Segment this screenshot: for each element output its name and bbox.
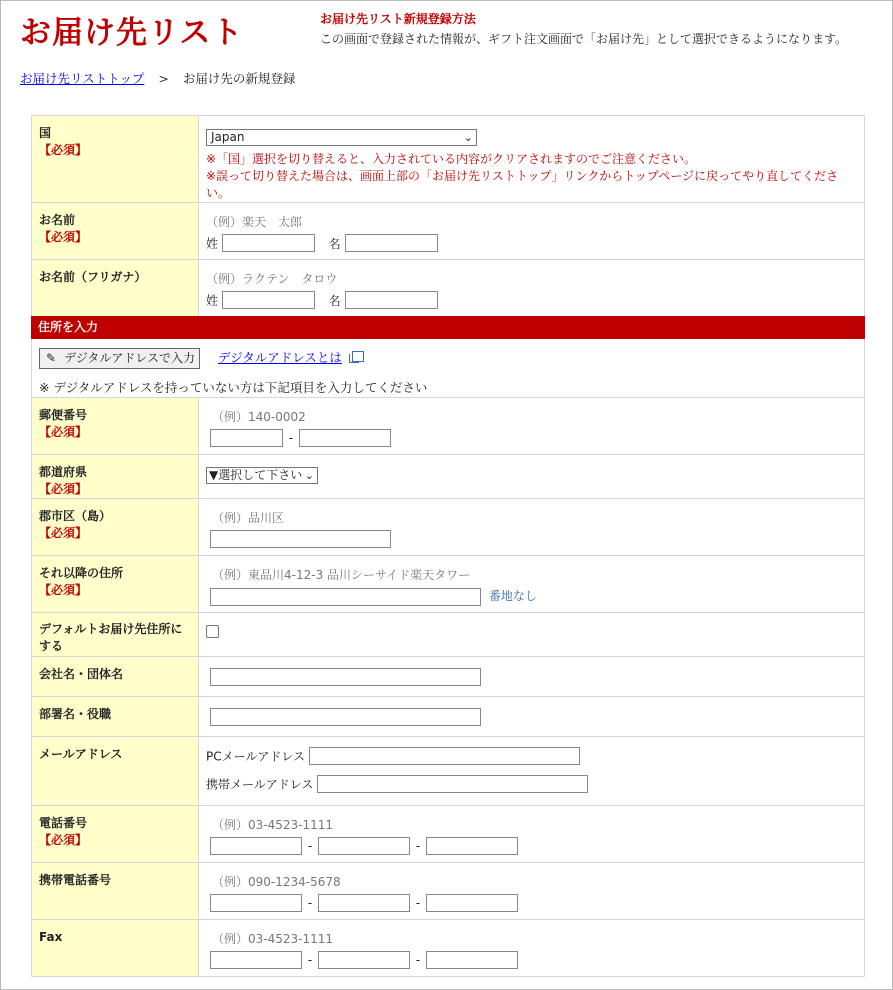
- department-input[interactable]: [210, 708, 481, 726]
- phone-label: 電話番号: [39, 816, 88, 830]
- phone-third-input[interactable]: [426, 837, 518, 855]
- mobile-phone-row: [32, 863, 865, 920]
- digital-address-button-label: デジタルアドレスで入力: [64, 351, 195, 365]
- department-row: [32, 697, 865, 737]
- city-example: （例）品川区: [212, 511, 285, 525]
- page-logo: お届け先リスト: [20, 15, 244, 51]
- mobile-phone-example: （例）090-1234-5678: [212, 875, 341, 889]
- first-name-label: 名: [328, 236, 341, 251]
- first-name-input[interactable]: [345, 234, 438, 252]
- fax-third-input[interactable]: [426, 951, 518, 969]
- required-badge: 【必須】: [39, 526, 88, 540]
- fax-first-input[interactable]: [210, 951, 302, 969]
- phone-second-input[interactable]: [318, 837, 410, 855]
- required-badge: 【必須】: [39, 230, 88, 244]
- new-window-icon[interactable]: [352, 351, 364, 362]
- required-badge: 【必須】: [39, 833, 88, 847]
- howto-title: お届け先リスト新規登録方法: [320, 12, 476, 26]
- digital-address-note: ※ デジタルアドレスを持っていない方は下記項目を入力してください: [39, 380, 428, 395]
- mobile-phone-third-input[interactable]: [426, 894, 518, 912]
- prefecture-label: 都道府県: [39, 465, 88, 479]
- street-label: それ以降の住所: [39, 566, 124, 580]
- mobile-phone-label-cell: [32, 863, 199, 920]
- furigana-example: （例）ラクテン タロウ: [206, 272, 338, 286]
- digital-address-button[interactable]: [39, 348, 200, 369]
- breadcrumb: [20, 69, 295, 87]
- prefecture-label-cell: [32, 455, 199, 499]
- chevron-down-icon: ⌄: [304, 469, 314, 482]
- name-row: [32, 203, 865, 260]
- company-label-cell: [32, 657, 199, 697]
- furigana-label: お名前（フリガナ）: [39, 270, 147, 284]
- country-select-value: Japan: [211, 130, 245, 144]
- breadcrumb-top-link[interactable]: お届け先リストトップ: [20, 71, 145, 86]
- no-street-number-link[interactable]: 番地なし: [488, 589, 537, 603]
- required-badge: 【必須】: [39, 425, 88, 439]
- company-value-cell: [199, 657, 865, 697]
- fax-row: [32, 920, 865, 977]
- phone-first-input[interactable]: [210, 837, 302, 855]
- fax-label-cell: [32, 920, 199, 977]
- mobile-phone-dash: -: [307, 895, 313, 910]
- email-value-cell: [199, 737, 865, 806]
- name-label-cell: [32, 203, 199, 260]
- phone-example: （例）03-4523-1111: [212, 818, 334, 832]
- fax-dash: -: [307, 952, 313, 967]
- country-select[interactable]: [206, 129, 477, 146]
- department-value-cell: [199, 697, 865, 737]
- pc-email-label: PCメールアドレス: [206, 749, 306, 764]
- country-value-cell: [199, 116, 865, 203]
- city-value-cell: [199, 499, 865, 556]
- postal-row: [32, 398, 865, 455]
- digital-address-info-link[interactable]: デジタルアドレスとは: [218, 350, 342, 365]
- phone-dash: -: [415, 838, 421, 853]
- country-label-cell: [32, 116, 199, 203]
- fax-example: （例）03-4523-1111: [212, 932, 334, 946]
- prefecture-value-cell: [199, 455, 865, 499]
- postal-dash: -: [288, 430, 294, 445]
- country-warning-1: ※「国」選択を切り替えると、入力されている内容がクリアされますのでご注意ください。: [206, 152, 697, 166]
- mobile-email-input[interactable]: [317, 775, 588, 793]
- street-label-cell: [32, 556, 199, 613]
- city-row: [32, 499, 865, 556]
- phone-row: [32, 806, 865, 863]
- street-input[interactable]: [210, 588, 481, 606]
- fax-second-input[interactable]: [318, 951, 410, 969]
- digital-address-area: [31, 339, 865, 398]
- pc-email-input[interactable]: [309, 747, 580, 765]
- required-badge: 【必須】: [39, 583, 88, 597]
- fax-value-cell: [199, 920, 865, 977]
- address-table: [31, 397, 865, 977]
- email-label: メールアドレス: [39, 747, 123, 761]
- company-row: [32, 657, 865, 697]
- mobile-phone-first-input[interactable]: [210, 894, 302, 912]
- last-name-input[interactable]: [222, 234, 315, 252]
- email-label-cell: [32, 737, 199, 806]
- mobile-phone-second-input[interactable]: [318, 894, 410, 912]
- default-address-value-cell: [199, 613, 865, 657]
- street-row: [32, 556, 865, 613]
- postal-label: 郵便番号: [39, 408, 88, 422]
- default-address-label-cell: [32, 613, 199, 657]
- company-label: 会社名・団体名: [39, 667, 124, 681]
- prefecture-row: [32, 455, 865, 499]
- department-label: 部署名・役職: [39, 707, 112, 721]
- default-address-row: [32, 613, 865, 657]
- postal-example: （例）140-0002: [212, 410, 306, 424]
- fax-label: Fax: [39, 930, 63, 944]
- basic-info-table: [31, 115, 865, 317]
- default-address-checkbox[interactable]: [206, 625, 219, 638]
- last-kana-label: 姓: [206, 293, 219, 308]
- department-label-cell: [32, 697, 199, 737]
- postal-label-cell: [32, 398, 199, 455]
- name-label: お名前: [39, 213, 76, 227]
- last-kana-input[interactable]: [222, 291, 315, 309]
- breadcrumb-separator: >: [158, 71, 169, 86]
- prefecture-select-value: ▼選択して下さい: [209, 468, 303, 482]
- required-badge: 【必須】: [39, 143, 88, 157]
- prefecture-select[interactable]: [206, 467, 318, 484]
- pencil-icon: ✎: [46, 351, 57, 365]
- furigana-value-cell: [199, 260, 865, 317]
- postal-value-cell: [199, 398, 865, 455]
- page-header: [1, 1, 893, 61]
- name-value-cell: [199, 203, 865, 260]
- mobile-phone-value-cell: [199, 863, 865, 920]
- fax-dash: -: [415, 952, 421, 967]
- postal-code-second-input[interactable]: [299, 429, 391, 447]
- country-warning-2: ※誤って切り替えた場合は、画面上部の「お届け先リストトップ」リンクからトップページに戻ってやり直してください。: [206, 169, 839, 200]
- first-kana-input[interactable]: [345, 291, 438, 309]
- name-example: （例）楽天 太郎: [206, 215, 303, 229]
- company-input[interactable]: [210, 668, 481, 686]
- country-label: 国: [39, 126, 52, 140]
- country-row: [32, 116, 865, 203]
- mobile-email-label: 携帯メールアドレス: [206, 777, 314, 792]
- required-badge: 【必須】: [39, 482, 88, 496]
- furigana-row: [32, 260, 865, 317]
- city-label: 郡市区（島）: [39, 509, 112, 523]
- address-section-title: 住所を入力: [31, 316, 865, 339]
- phone-label-cell: [32, 806, 199, 863]
- street-value-cell: [199, 556, 865, 613]
- chevron-down-icon: ⌄: [463, 131, 473, 144]
- city-input[interactable]: [210, 530, 391, 548]
- breadcrumb-current: お届け先の新規登録: [182, 71, 296, 86]
- phone-value-cell: [199, 806, 865, 863]
- first-kana-label: 名: [328, 293, 341, 308]
- default-address-label: デフォルトお届け先住所にする: [39, 622, 183, 653]
- furigana-label-cell: [32, 260, 199, 317]
- postal-code-first-input[interactable]: [210, 429, 283, 447]
- mobile-phone-dash: -: [415, 895, 421, 910]
- howto-description: この画面で登録された情報が、ギフト注文画面で「お届け先」として選択できるようになります。: [320, 32, 848, 46]
- mobile-phone-label: 携帯電話番号: [39, 873, 112, 887]
- street-example: （例）東品川4-12-3 品川シーサイド楽天タワー: [212, 568, 471, 582]
- city-label-cell: [32, 499, 199, 556]
- last-name-label: 姓: [206, 236, 219, 251]
- email-row: [32, 737, 865, 806]
- phone-dash: -: [307, 838, 313, 853]
